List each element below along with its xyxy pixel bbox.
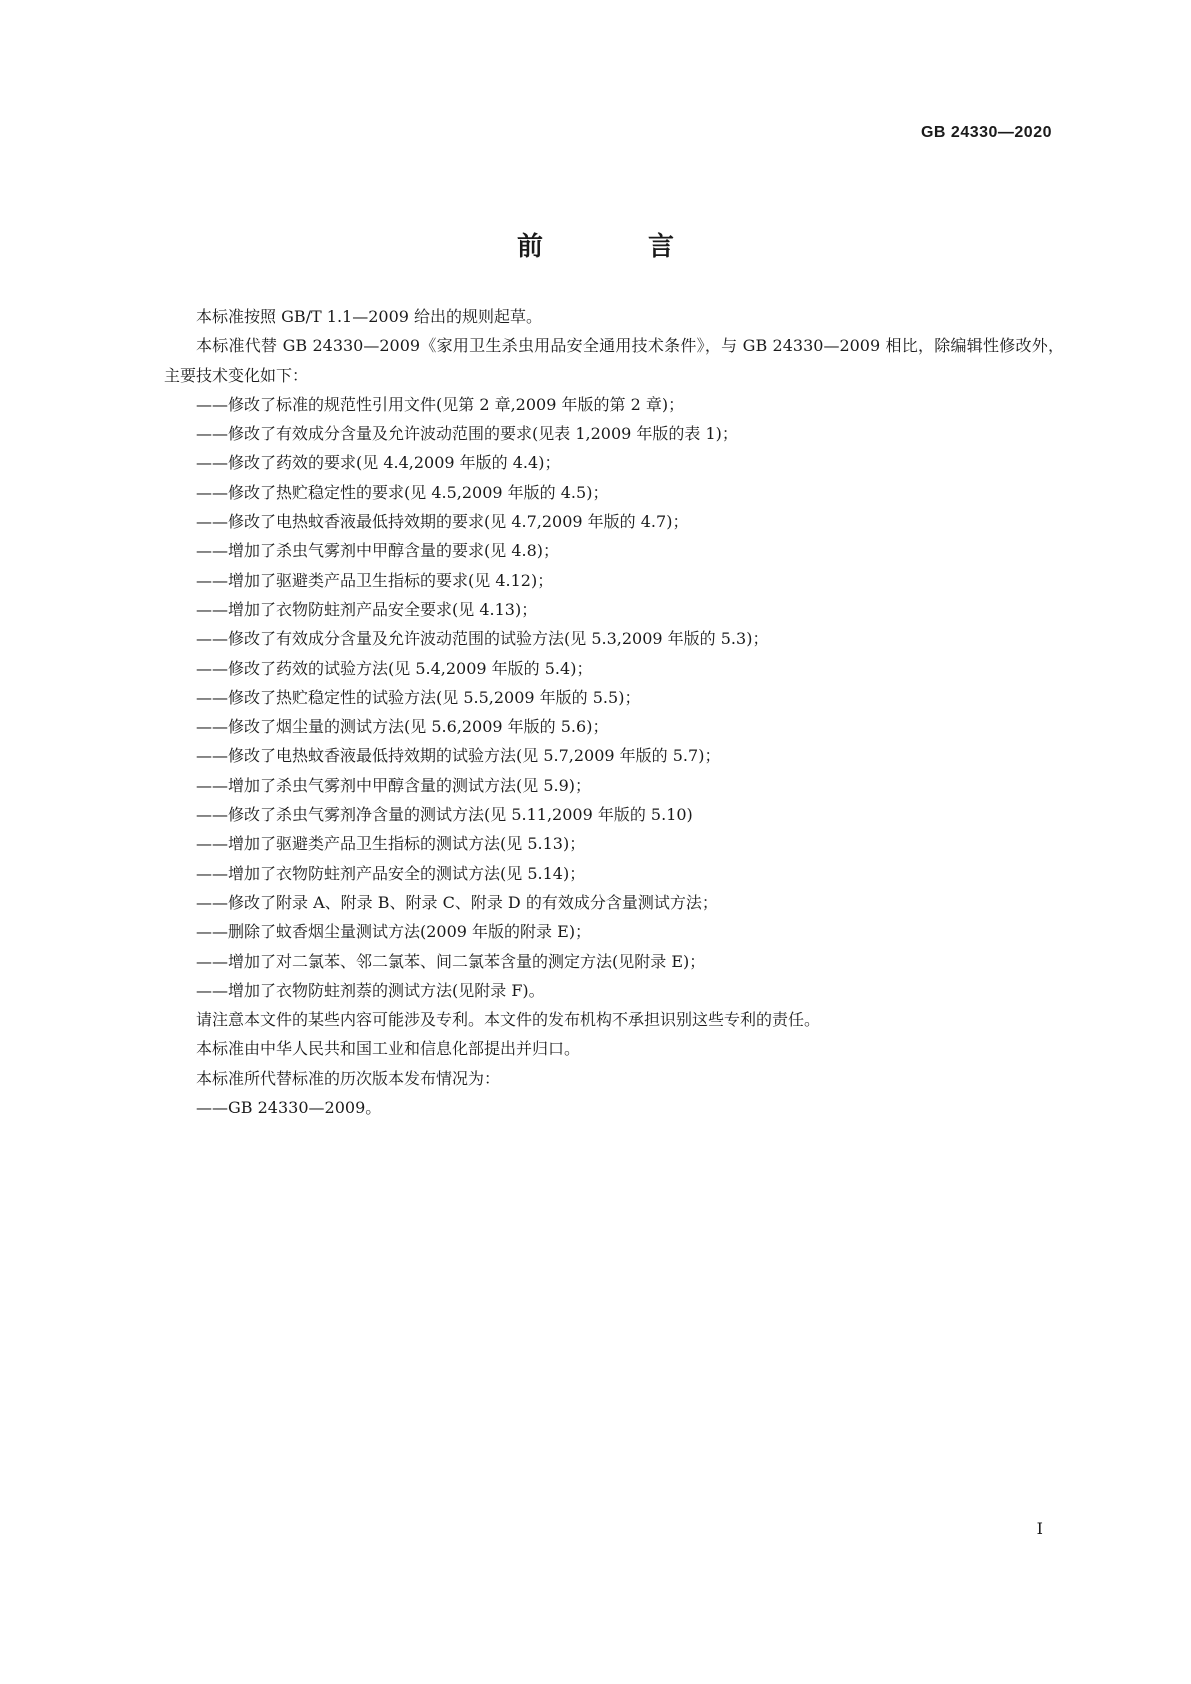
change-item: ——修改了热贮稳定性的试验方法(见 5.5,2009 年版的 5.5)； (196, 687, 641, 707)
change-item: ——删除了蚊香烟尘量测试方法(2009 年版的附录 E)； (196, 922, 592, 942)
change-item: ——增加了杀虫气雾剂中甲醇含量的要求(见 4.8)； (196, 541, 560, 561)
history-item: ——GB 24330—2009。 (196, 1098, 382, 1118)
change-item: ——修改了有效成分含量及允许波动范围的试验方法(见 5.3,2009 年版的 5.3)； (196, 629, 769, 649)
change-item: ——增加了衣物防蛀剂产品安全要求(见 4.13)； (196, 599, 538, 619)
change-item: ——修改了药效的试验方法(见 5.4,2009 年版的 5.4)； (196, 658, 593, 678)
change-item: ——修改了药效的要求(见 4.4,2009 年版的 4.4)； (196, 453, 561, 473)
change-item: ——修改了标准的规范性引用文件(见第 2 章,2009 年版的第 2 章)； (196, 394, 685, 414)
change-item: ——增加了驱避类产品卫生指标的测试方法(见 5.13)； (196, 834, 586, 854)
intro-paragraph: 本标准代替 GB 24330—2009《家用卫生杀虫用品安全通用技术条件》，与 GB 24330—2009 相比，除编辑性修改外，主要技术变化如下： (164, 336, 1064, 385)
change-item: ——增加了衣物防蛀剂萘的测试方法(见附录 F)。 (196, 980, 545, 1000)
change-item: ——增加了驱避类产品卫生指标的要求(见 4.12)； (196, 570, 554, 590)
foreword-body (164, 302, 1064, 1122)
page-number: I (1036, 1519, 1043, 1538)
intro-paragraph: 本标准按照 GB/T 1.1—2009 给出的规则起草。 (196, 307, 543, 326)
change-item: ——修改了电热蚊香液最低持效期的要求(见 4.7,2009 年版的 4.7)； (196, 512, 689, 532)
proposer-statement: 本标准由中华人民共和国工业和信息化部提出并归口。 (196, 1039, 581, 1059)
patent-notice: 请注意本文件的某些内容可能涉及专利。本文件的发布机构不承担识别这些专利的责任。 (196, 1010, 821, 1030)
change-item: ——修改了附录 A、附录 B、附录 C、附录 D 的有效成分含量测试方法； (196, 892, 718, 912)
change-item: ——修改了热贮稳定性的要求(见 4.5,2009 年版的 4.5)； (196, 482, 609, 502)
change-item: ——修改了有效成分含量及允许波动范围的要求(见表 1,2009 年版的表 1)； (196, 424, 738, 444)
history-intro: 本标准所代替标准的历次版本发布情况为： (196, 1068, 501, 1088)
change-item: ——修改了烟尘量的测试方法(见 5.6,2009 年版的 5.6)； (196, 717, 609, 737)
change-item: ——增加了对二氯苯、邻二氯苯、间二氯苯含量的测定方法(见附录 E)； (196, 951, 706, 971)
standard-code: GB 24330—2020 (920, 124, 1052, 141)
change-item: ——增加了杀虫气雾剂中甲醇含量的测试方法(见 5.9)； (196, 775, 592, 795)
change-item: ——修改了电热蚊香液最低持效期的试验方法(见 5.7,2009 年版的 5.7)； (196, 746, 721, 766)
change-item: ——增加了衣物防蛀剂产品安全的测试方法(见 5.14)； (196, 863, 586, 883)
change-item: ——修改了杀虫气雾剂净含量的测试方法(见 5.11,2009 年版的 5.10) (196, 805, 693, 825)
page-title: 前 言 (516, 232, 723, 262)
